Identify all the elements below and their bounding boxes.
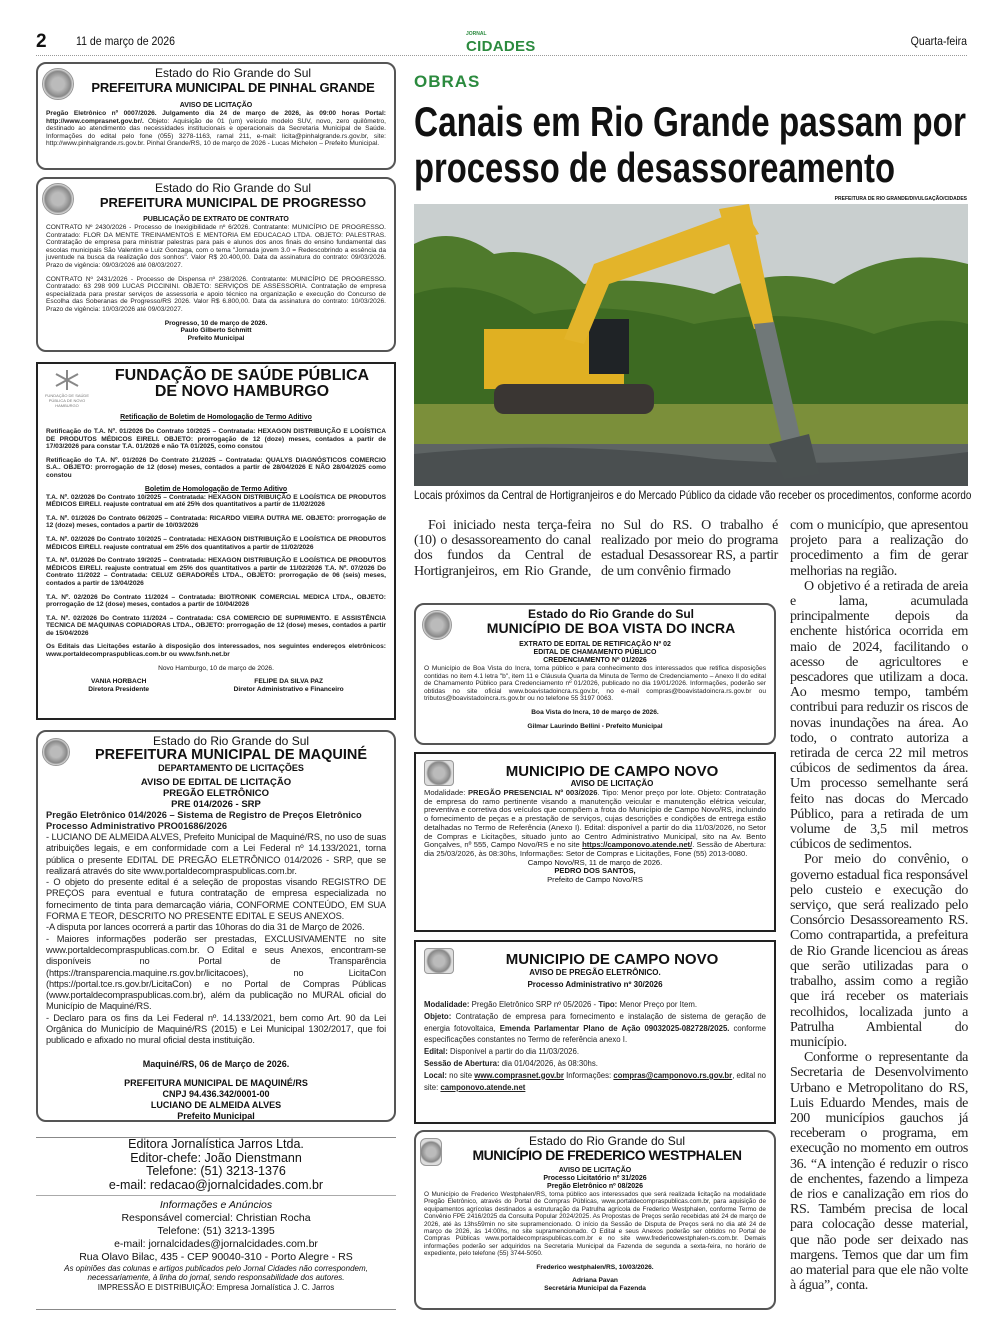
ads-heading: Informações e Anúncios [159, 1199, 273, 1211]
photo-credit: PREFEITURA DE RIO GRANDE/DIVULGAÇÃO/CIDADES [834, 196, 967, 202]
section-label: OBRAS [414, 72, 481, 91]
municipal-seal-icon [42, 738, 70, 766]
notice-heading: EDITAL DE CHAMAMENTO PÚBLICO [533, 649, 657, 656]
commercial-contact: Responsável comercial: Christian Rocha [121, 1212, 311, 1224]
field-label: Modalidade: [424, 1000, 470, 1009]
notice-heading: AVISO DE LICITAÇÃO [570, 779, 654, 788]
disclaimer: As opiniões das colunas e artigos publicados pelo Jornal Cidades não correspondem, necessariamente, à linha do jornal, sendo responsabilidade dos autores. [64, 1264, 368, 1282]
publisher: Editora Jornalística Jarros Ltda. [128, 1137, 304, 1151]
fsnh-logo-text: FUNDAÇÃO DE SAÚDE PÚBLICA DE NOVO HAMBURGO [44, 393, 89, 408]
signatory-name: PEDRO DOS SANTOS, [554, 866, 636, 876]
signatory-name: VANIA HORBACH [91, 678, 147, 686]
modality-label: Modalidade: [424, 788, 466, 797]
header-divider [36, 55, 967, 56]
photo-caption: Locais próximos da Central de Hortigranjeiros e do Mercado Público da cidade vão receber os procedimentos, conforme acordo [414, 488, 972, 502]
signatory-role: Diretora Presidente [88, 685, 150, 693]
notice-state: Estado do Rio Grande do Sul [152, 734, 310, 748]
notice-place-date: Boa Vista do Incra, 10 de março de 2026. [531, 708, 659, 716]
notice-title: MUNICIPIO DE CAMPO NOVO [505, 951, 719, 968]
signatory-role: Diretor Administrativo e Financeiro [233, 685, 344, 693]
excavator-photo [414, 204, 968, 486]
notice-closing: Os Editais das Licitações estarão à disposição dos interessados, nos seguintes endereços eletrônicos: www.portaldecompraspublicas.com.br ou www.fsnh.net.br [46, 643, 386, 659]
signatory-name: Adriana Pavan [572, 1277, 618, 1285]
notice-link[interactable]: https://camponovo.atende.net/ [582, 840, 693, 850]
field-value: Disponível a partir do dia 11/03/2026. [447, 1047, 580, 1057]
signatory-cnpj: CNPJ 94.436.342/0001-00 [162, 1088, 270, 1099]
field-label: Sessão de Abertura: [424, 1058, 500, 1068]
notice-state: Estado do Rio Grande do Sul [154, 181, 312, 195]
signatory: Gilmar Laurindo Bellini - Prefeito Municipal [527, 722, 663, 730]
headline-block [414, 98, 968, 190]
notice-heading: EXTRATO DE EDITAL DE RETIFICAÇÃO Nº 02 [519, 641, 671, 648]
municipal-seal-icon [42, 68, 74, 100]
signatory-name: Paulo Gilberto Schmitt [180, 327, 252, 335]
notice-heading: CREDENCIAMENTO Nº 01/2026 [543, 657, 647, 664]
modality-value: PREGÃO PRESENCIAL Nº 003/2026 [467, 788, 598, 797]
signatory-role: Secretária Municipal da Fazenda [544, 1284, 646, 1292]
signatory-role: Prefeito Municipal [177, 1110, 255, 1121]
notice-item: T.A. Nº. 02/2026 Do Contrato 10/2025 – Contratada: HEXAGON DISTRIBUIÇÃO E LOGÍSTICA DE PRODUTOS MÉDICOS EIRELI. reajuste contratual em até 25% dos quantitativos a partir de 11/02/2026 [46, 493, 386, 509]
editor-in-chief: Editor-chefe: João Dienstmann [130, 1150, 302, 1165]
notice-title: PREFEITURA MUNICIPAL DE PINHAL GRANDE [91, 80, 375, 95]
municipal-seal-icon [422, 610, 452, 640]
notice-title: MUNICÍPIO DE BOA VISTA DO INCRA [486, 620, 736, 636]
weekday: Quarta-feira [910, 34, 967, 48]
notice-email-link[interactable]: compras@camponovo.rs.gov.br [613, 1070, 733, 1080]
notice-paragraph: - LUCIANO DE ALMEIDA ALVES, Prefeito Municipal de Maquiné/RS, no uso de suas atribuições legais, e em conformidade com a Lei Federal nº 14.133/2021, torna pública o presente EDITAL DE PREGÃO ELETRÔNICO 014/2026 - SRP, que se realizará através do site www.portaldecompraspublicas.com.br. [46, 832, 386, 876]
municipal-seal-icon [42, 183, 74, 215]
page-number: 2 [36, 31, 47, 52]
municipal-seal-icon [424, 760, 454, 786]
field-value: , edital no site: [424, 1070, 766, 1092]
field-value: dia 01/04/2026, às 08:30hs. [499, 1058, 598, 1068]
field-value: Contratação de empresa para fornecimento e instalação de sistema de geração de energia fotovoltaica, [424, 1011, 766, 1033]
address: Rua Olavo Bilac, 435 - CEP 90040-310 - Porto Alegre - RS [79, 1251, 353, 1263]
notice-heading: PRE 014/2026 - SRP [171, 799, 261, 810]
municipal-seal-icon [424, 948, 454, 974]
field-label: Edital: [424, 1047, 448, 1057]
notice-progresso [36, 177, 396, 352]
notice-title: DE NOVO HAMBURGO [154, 383, 330, 400]
field-label: Objeto: [424, 1011, 452, 1021]
notice-department: DEPARTAMENTO DE LICITAÇÕES [158, 763, 304, 773]
notice-state: Estado do Rio Grande do Sul [527, 607, 694, 621]
notice-paragraph: CONTRATO Nº 2431/2026 - Processo de Dispensa nº 238/2026. Contratante: MUNICÍPIO DE PROGRESSO. Contratado: 63 298 909 LUCAS PICCININI. OBJETO: SERVIÇOS DE ASSESSORIA. Contratação de empresa especializada para prestar serviços de assessoria e apoio técnico na organização e execução do Concurso de Escolha das Soberanas de Progresso/RS 2026. Valor R$ 6.800,00. Data da assinatura do contrato: 10/03/2026. Prazo de vigência: 10/03/2026 até 09/03/2027. [46, 275, 386, 313]
notice-heading: PREGÃO ELETRÔNICO [162, 788, 270, 799]
article-paragraph: Por meio do convênio, o governo estadual fica responsável pelo custeio e execução do serviço, que será realizado pelo Consórcio Desassoreamento RS. Como contrapartida, a prefeitura de Rio Grande licenciou as áreas que serão utilizadas para o trabalho, assim como a região que irá receber os materiais recolhidos, localizada junto a Patrulha Ambiental do município. [790, 852, 968, 1050]
notice-item: T.A. Nº. 02/2026 Do Contrato 10/2025 – Contratada: HEXAGON DISTRIBUIÇÃO E LOGÍSTICA DE PRODUTOS MÉDICOS EIRELI. reajuste contratual em 25% dos quantitativos a partir de 11/02/2026 [46, 535, 386, 551]
notice-paragraph: -A disputa por lances ocorrerá a partir das 10horas do dia 31 de Março de 2026. [46, 922, 365, 933]
notice-state: Estado do Rio Grande do Sul [154, 66, 312, 80]
newspaper-logo: CIDADES [466, 38, 536, 55]
notice-link[interactable]: www.comprasnet.gov.br [474, 1070, 564, 1080]
article-paragraph: O objetivo é a retirada de areia e lama, acumulada principalmente depois da enchente histórica ocorrida em maio de 2024, facilitando o acesso de agricultores e pescadores que utilizam a doca. Ao mesmo tempo, também contribui para reduzir os riscos de novas inundações na área. Ao todo, o contrato autoriza a retirada de cerca 22 mil metros cúbicos de sedimentos da área. Um processo semelhante será feito nas docas do Mercado Público, para a retirada de um volume de 3,5 mil metros cúbicos de sedimentos. [790, 578, 968, 853]
notice-item: T.A. Nº. 02/2026 Do Contrato 11/2024 – Contratada: CSA COMERCIO DE SUPRIMENTO. E ASSISTÊNCIA TECNICA DE MAQUINAS COPIADORAS LTDA., OBJETO: prorrogação de 12 (dose) meses, contados a partir de 15/04/2026 [46, 614, 386, 637]
notice-paragraph: - O objeto do presente edital é a seleção de propostas visando REGISTRO DE PREÇOS para eventual e futura contratação de empresa especializada no fornecimento de tinta para demarcação viária, CONFORME CONTEÚDO, EM SUA FORMA E TEOR, DESCRITO NO PRESENTE EDITAL E SEUS ANEXOS. [46, 877, 386, 922]
notice-body: O Município de Frederico Westphalen/RS, torna público aos interessados que será realizada licitação na modalidade Pregão Eletrônico, através do Portal de Compras Públicas, www.portaldecompraspublicas.com.br, para aquisição de equipamentos agrícolas destinados a estruturação da Patrulha agrícola de Frederico Westphalen, conforme Termo de Convênio FPE 2416/2025 da Consulta Popular 2024/2025. As Propostas de Preços serão recebidas até 24 de março de 2026, até às 13hs59min no site supramencionado. O início da Sessão de Disputa de Preços será no dia até 24 de março de 2026, às 14:00hs, no site supramencionado. O Edital e seus Anexos poderão ser obtidos no Portal de Compras Públicas www.portaldecompraspublicas.com.br e no site www.fredericowestphalen-rs.com.br. Demais informações poderão ser adquiridos na Secretaria Municipal da Fazenda de segunda a sexta-feira, no horário de expediente, pelo telefone (55) 3744-5050. [424, 1191, 766, 1258]
notice-state: Estado do Rio Grande do Sul [528, 1134, 686, 1148]
notice-title: PREFEITURA MUNICIPAL DE PROGRESSO [99, 195, 367, 210]
issue-date: 11 de março de 2026 [76, 34, 176, 48]
notice-campo-novo-2 [414, 940, 776, 1124]
headline: Canais em Rio Grande passam por [414, 98, 966, 145]
notice-place-date: Frederico westphalen/RS, 10/03/2026. [536, 1263, 654, 1271]
signatory-org: PREFEITURA MUNICIPAL DE MAQUINÉ/RS [124, 1077, 308, 1088]
notice-title: MUNICÍPIO DE FREDERICO WESTPHALEN [472, 1147, 742, 1163]
notice-lead: Processo Administrativo PRO01686/2026 [46, 821, 228, 831]
notice-lead: Pregão Eletrônico 014/2026 – Sistema de Registro de Preços Eletrônico [46, 810, 362, 820]
notice-fsnh [36, 362, 396, 720]
fsnh-logo-icon [52, 368, 82, 392]
printing-info: IMPRESSÃO E DISTRIBUIÇÃO: Empresa Jornalística J. C. Jarros [97, 1283, 335, 1292]
notice-body: . Sessão de Abertura: dia 25/03/2026, às 08:30hs, Informações: Setor de Compras e Licitações, Fone (55) 2013-0080. [424, 840, 767, 858]
article-body-cols [414, 518, 778, 580]
signatory-name: FELIPE DA SILVA PAZ [254, 678, 324, 686]
notice-heading: PUBLICAÇÃO DE EXTRATO DE CONTRATO [143, 216, 289, 223]
field-label: Tipo: [598, 1000, 618, 1009]
newsroom-email: e-mail: redacao@jornalcidades.com.br [108, 1177, 324, 1192]
notice-place-date: Progresso, 10 de março de 2026. [164, 319, 268, 327]
field-value: conforme especificações constantes no Termo de referência anexo I. [424, 1023, 767, 1045]
field-label: Local: [424, 1070, 447, 1080]
signatory-role: Prefeito Municipal [187, 334, 245, 342]
notice-place-date: Maquiné/RS, 06 de Março de 2026. [142, 1058, 290, 1069]
notice-title: FUNDAÇÃO DE SAÚDE PÚBLICA [114, 367, 370, 384]
signatory-role: Prefeito de Campo Novo/RS [547, 875, 643, 885]
notice-heading: AVISO DE PREGÃO ELETRÔNICO. [529, 968, 661, 977]
notice-item: T.A. Nº. 01/2026 Do Contrato 06/2025 – Contratada: RICARDO VIEIRA DUTRA ME. OBJETO: prorrogação de 12 (doze) meses, contados a partir de 10/03/2026 [46, 514, 386, 530]
notice-title: PREFEITURA MUNICIPAL DE MAQUINÉ [94, 747, 368, 763]
notice-link[interactable]: camponovo.atende.net [440, 1082, 526, 1092]
notice-item: Retificação do T.A. Nº. 01/2026 Do Contrato 10/2025 – Contratada: HEXAGON DISTRIBUIÇÃO E LOGÍSTICA DE PRODUTOS MÉDICOS EIRELI. OBJETO: prorrogação de 12 (doze) meses, contados a partir de 17/03/2026 para constar T.A. 01/2026 e não TA 01/2025, como constou [46, 428, 386, 451]
newsroom-phone: Telefone: (51) 3213-1376 [146, 1164, 286, 1178]
notice-heading: Processo Administrativo nº 30/2026 [527, 980, 663, 989]
notice-place-date: Campo Novo/RS, 11 de março de 2026. [527, 857, 663, 867]
notice-maquine [36, 730, 396, 1122]
notice-paragraph: - Maiores informações poderão ser prestadas, EXCLUSIVAMENTE no site www.portaldecompraspublicas.com.br. O Edital e seus Anexos, encontram-se disponíveis no Portal de Transparência (https://transparencia.maquine.rs.gov.br/licitacoes), no LicitaCon (https://portal.tce.rs.gov.br/LicitaCon) e no Portal de Compras Públicas (www.portaldecompraspublicas.com.br), além da publicação no MURAL oficial do Município de Maquiné/RS. [46, 933, 386, 1012]
notice-item: T.A. Nº. 01/2026 Do Contrato 19/2025 – Contratada: HEXAGON DISTRIBUIÇÃO E LOGÍSTICA DE PRODUTOS MÉDICOS EIRELI. reajuste contratual em 25% dos quantitativos a partir de 11/02/2026 T.A. Nº. 07/2026 Do Contrato 11/2022 – Contratada: CELUZ GERADORES LTDA., OBJETO: prorrogação de 06 (seis) meses, contados a partir de 13/04/2026 [46, 557, 386, 587]
notice-heading: Pregão Eletrônico nº 08/2026 [547, 1183, 643, 1190]
notice-campo-novo-1 [414, 752, 776, 932]
commercial-phone: Telefone: (51) 3213-1395 [157, 1225, 275, 1237]
headline-line-2: processo de desassoreamento [414, 144, 895, 191]
notice-heading: AVISO DE LICITAÇÃO [179, 102, 253, 109]
notice-heading: Processo Licitatório nº 31/2026 [543, 1175, 647, 1182]
notice-heading: AVISO DE EDITAL DE LICITAÇÃO [140, 777, 292, 788]
notice-body: . Tipo: Menor preço por lote. Objeto: Contratação de empresa do ramo pertinente visando a manutenção veicular e manutenção elétrica veicular, preventiva e corretiva dos veículos que compõem a frota do Município de Campo Novo/RS, incluindo o fornecimento de peças e a prestação de serviços, cujas descrições e condições de entrega estão detalhadas no Termo de Referência (Anexo I). Edital: disponível a partir do dia 11/03/2026, no Setor de Compras e Licitações, situado junto ao Centro Administrativo Municipal, sito na Av. Bento Gonçalves, nº 555, Campo Novo/RS e no site [424, 788, 766, 850]
signatory-name: LUCIANO DE ALMEIDA ALVES [150, 1099, 282, 1110]
masthead-footer [36, 1137, 396, 1310]
notice-boa-vista-do-incra [414, 603, 776, 745]
article-paragraph: Conforme o representante da Secretaria de Desenvolvimento Urbano e Metropolitano do RS, Luis Eduardo Mendes, mais de 200 municípios gauchos já receberam o programa, em execução no momento em outros 36. “A intenção é reduzir o risco de enchentes, fazendo a limpeza de rios e canalização em rios do RS. Também precisa de local para colocação desse material, que não pode ser deixado nas margens. Temos que dar um fim ao material para que ele não volte à água”, conta. [790, 1050, 968, 1294]
logo-small-text: JORNAL [466, 31, 487, 37]
notice-item: Retificação do T.A. Nº. 01/2026 Do Contrato 21/2025 – Contratada: QUALYS DIAGNÓSTICOS COMERCIO S.A.. OBJETO: prorrogação de 12 (dose) meses, contados a partir de 28/04/2026 E NÃO 28/04/2025 como constou [46, 456, 386, 479]
article-paragraph: Foi iniciado nesta terça-feira (10) o desassoreamento do canal dos fundos da Central de Hortigranjeiros, em Rio Grande, no Sul do RS. O trabalho é realizado por meio do programa estadual Desassorear RS, a partir de um convênio firmado [414, 518, 778, 579]
article-paragraph: com o município, que apresentou projeto para a realização do procedimento a fim de gerar melhorias na região. [790, 518, 968, 579]
notice-heading: AVISO DE LICITAÇÃO [558, 1167, 632, 1174]
notice-body: Objeto: Aquisição de 01 (um) veículo modelo SUV, novo, zero quilômetro, destinado ao atendimento das necessidades institucionais e operacionais da Secretaria Municipal de Saúde. Informações do edital pelo fone (055) 3278-1163, ramal 211, e-mail: licita@pinhalgrande.rs.gov.br, site: http://www.pinhalgrande.rs.gov.br. Pinhal Grande/RS, 10 de março de 2026 - Lucas Michelon – Prefeito Municipal. [46, 117, 386, 148]
notice-body: O Município de Boa Vista do Incra, torna público e para conhecimento dos interessados que retifica disposições contidas no item 4.1 letra "b", item 11 e Cláusula Quarta da Minuta de Termo de Credenciamento – Anexo II do edital de Chamamento Público para Credenciamento nº 01/2026, publicado no dia 19/01/2026. Informações, poderão ser obtidas no site oficial www.boavistadoincra.rs.gov.br, no e-mail compras@boavistadoincra.rs.gov.br ou tributos@boavistadoincra.rs.gov.br ou no telefone 55 3197 0063. [424, 665, 766, 703]
notice-pinhal-grande [36, 62, 396, 170]
notice-item: T.A. Nº. 02/2026 Do Contrato 11/2024 – Contratada: BIOTRONIK COMERCIAL MEDICA LTDA., OBJETO: prorrogação de 12 (dose) meses, contados a partir de 10/04/2026 [46, 593, 386, 609]
notice-paragraph: - Declaro para os fins da Lei Federal nº. 14.133/2021, bem como Art. 90 da Lei Orgânica do Município de Maquiné/RS (2015) e Lei Municipal 1302/2017, que foi publicado e afixado no mural oficial desta instituição. [46, 1012, 386, 1046]
notice-title: MUNICIPIO DE CAMPO NOVO [505, 763, 719, 780]
field-value: Informações: [563, 1070, 614, 1080]
notice-heading: Boletim de Homologação de Termo Aditivo [144, 485, 288, 493]
field-value: Emenda Parlamentar Plano de Ação 09032025-082728/2025. [499, 1023, 730, 1033]
notice-lead: Pregão Eletrônico nº 0007/2026. Julgamento dia 24 de março de 2026, às 09:00 horas Portal: http://www.comprasnet.gov.br/. [46, 110, 386, 125]
commercial-email: e-mail: jornalcidades@jornalcidades.com.br [114, 1238, 318, 1250]
notice-paragraph: CONTRATO Nº 2430/2026 - Processo de Inexigibilidade nº 6/2026. Contratante: MUNICÍPIO DE PROGRESSO. Contratado: FLOR DA MENTE TREINAMENTOS E MENTORIA EM EDUCACAO LTDA. OBJETO: PALESTRAS. Contratação de empresa para ministrar palestras para pais e alunos dos anos finais do ensino fundamental das escolas municipais São Valentim e Luiz Gonzaga, com o tema "Jornada jovem 3.0 = Redescobrindo a essência da juventude na busca da realização dos sonhos". Valor R$ 20.400,00. Data da assinatura do contrato: 09/03/2026. Prazo de vigência: 09/03/2026 até 08/03/2027. [46, 224, 386, 269]
notice-heading: Retificação de Boletim de Homologação de Termo Aditivo [120, 414, 312, 421]
field-value: Menor Preço por Item. [617, 1000, 697, 1009]
field-value: Pregão Eletrônico SRP nº 05/2026 - [469, 1000, 599, 1009]
field-value: no site [446, 1070, 475, 1080]
municipal-seal-icon [420, 1138, 442, 1166]
article-body-col3 [790, 518, 968, 1310]
notice-place-date: Novo Hamburgo, 10 de março de 2026. [158, 664, 274, 672]
notice-frederico-westphalen [414, 1130, 776, 1310]
